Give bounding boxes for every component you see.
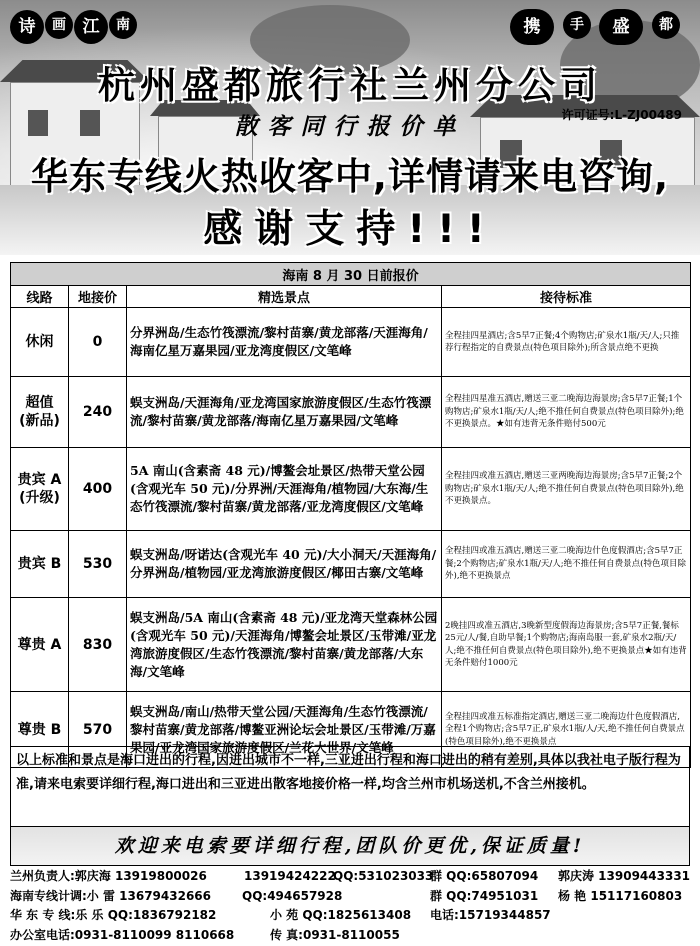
logo [10,10,156,44]
route-label: 休闲 [25,334,54,350]
logo-seal: 江 [74,10,108,44]
route-name [11,531,69,598]
table-row [11,377,691,448]
route-service: 全程挂四或准五酒店,赠送三亚两晚海边海景房;含5早7正餐;2个购物店;矿泉水1瓶/天/人;绝不推任何自费景点(特色项目除外),绝不更换景点。 [442,448,691,531]
route-price: 570 [69,692,127,768]
contact-phone: 电话:15719344857 [430,908,551,922]
route-sights: 分界洲岛/生态竹筏漂流/黎村苗寨/黄龙部落/天涯海角/海南亿星万嘉果园/亚龙湾度假区/文笔峰 [127,308,442,377]
contact-qq: QQ:531023033 [333,869,434,883]
route-service: 全程挂四星准五酒店,赠送三亚二晚海边海景房;含5早7正餐;1个购物店;矿泉水1瓶/天/人;绝不推任何自费景点(特色项目除外);绝不更换景点。★如有违背无条件赔付500元 [442,377,691,448]
route-sights: 蜈支洲岛/呀诺达(含观光车 40 元)/大小洞天/天涯海角/分界洲岛/植物园/亚龙湾旅游度假区/椰田古寨/文笔峰 [127,531,442,598]
contact-group-qq: 群 QQ:74951031 [430,888,539,903]
route-label: 超值 [25,395,54,411]
itinerary-notes: 以上标准和景点是海口进出的行程,因进出城市不一样,三亚进出行程和海口进出的稍有差别,具体以我社电子版行程为准,请来电索要详细行程,海口进出和三亚进出散客地接价格一样,均含兰州市机场送机,不含兰州接机。 [10,746,690,827]
contact-east-china-2: 小 苑 QQ:1825613408 [270,908,412,922]
route-label: 尊贵 A [17,636,62,653]
route-service: 全程挂四星酒店;含5早7正餐;4个购物店;矿泉水1瓶/天/人;只推荐行程指定的自费景点(特色项目除外);所含景点绝不更换 [442,308,691,377]
route-service: 2晚挂四或准五酒店,3晚新型度假海边海景房;含5早7正餐,餐标25元/人/餐,自助早餐;1个购物店;海南岛服一套,矿泉水2瓶/天/人;绝不推任何自费景点(特色项目除外),绝不更换景点★如有违背无条件赔付1000元 [442,598,691,692]
contact-secondary: 郭庆涛 13909443331 [558,869,691,883]
welcome-banner: 欢迎来电索要详细行程,团队价更优,保证质量! [10,826,690,866]
contact-secondary: 杨 艳 15117160803 [558,888,683,903]
logo-seal: 画 [45,11,73,39]
page-subtitle: 散客同行报价单 [234,113,466,140]
badge-seal: 携 [510,9,554,45]
slogan-line-2: 感谢支持!!! [203,207,497,252]
badge-seal: 手 [563,11,591,39]
route-sights: 蜈支洲岛/5A 南山(含素斋 48 元)/亚龙湾天堂森林公园(含观光车 50 元)/天涯海角/博鳌会址景区/玉带滩/亚龙湾旅游度假区/生态竹筏漂流/黎村苗寨/黄龙部落/大东海/文笔峰 [127,598,442,692]
route-price: 830 [69,598,127,692]
header-banner [0,0,700,255]
logo-seal: 南 [109,11,137,39]
route-label: 贵宾 A [17,472,62,488]
table-row [11,448,691,531]
header-sights: 精选景点 [127,286,442,308]
route-sights: 5A 南山(含素斋 48 元)/博鳌会址景区/热带天堂公园(含观光车 50 元)/分界洲/天涯海角/植物园/大东海/生态竹筏漂流/黎村苗寨/黄龙部落/亚龙湾度假区/文笔峰 [127,448,442,531]
table-caption-row [11,263,691,286]
route-sights: 蜈支洲岛/南山/热带天堂公园/天涯海角/生态竹筏漂流/黎村苗寨/黄龙部落/博鳌亚洲论坛会址景区/玉带滩/万嘉果园/亚龙湾国家旅游度假区/兰花大世界/文笔峰 [127,692,442,768]
company-name: 杭州盛都旅行社兰州分公司 [98,64,602,107]
contact-office-phone: 办公室电话:0931-8110099 8110668 [10,927,235,942]
route-name [11,308,69,377]
contact-phone-2: 13919424222 [244,869,336,883]
route-price: 240 [69,377,127,448]
partner-badge [510,9,694,45]
contact-manager: 兰州负责人:郭庆海 13919800026 [10,869,207,883]
contact-fax: 传 真:0931-8110055 [270,927,400,942]
table-row [11,531,691,598]
table-caption: 海南 8 月 30 日前报价 [11,263,691,286]
logo-seal: 诗 [10,10,44,44]
price-table [10,262,691,768]
license-number: 许可证号:L-ZJ00489 [561,108,682,122]
header-service: 接待标准 [442,286,691,308]
route-price: 530 [69,531,127,598]
route-label: 尊贵 B [17,721,62,738]
header-route: 线路 [11,286,69,308]
contact-east-china: 华 东 专 线:乐 乐 QQ:1836792182 [10,908,217,922]
route-name [11,598,69,692]
route-label: 贵宾 B [17,556,62,572]
route-sights: 蜈支洲岛/天涯海角/亚龙湾国家旅游度假区/生态竹筏漂流/黎村苗寨/黄龙部落/海南亿星万嘉果园/文笔峰 [127,377,442,448]
table-header-row [11,286,691,308]
slogan-line-1: 华东专线火热收客中,详情请来电咨询, [30,155,670,198]
contact-qq: QQ:494657928 [242,888,343,903]
badge-seal: 盛 [599,9,643,45]
table-row [11,308,691,377]
route-name [11,448,69,531]
route-service: 全程挂四或准五酒店,赠送三亚二晚海边什色度假酒店;含5早7正餐;2个购物店;矿泉水1瓶/天/人;绝不推任何自费景点(特色项目除外),绝不更换景点 [442,531,691,598]
route-price: 0 [69,308,127,377]
route-service: 全程挂四或准五标准指定酒店,赠送三亚二晚海边什色度假酒店,全程1个购物店;含5早7正,矿泉水1瓶/人/天,绝不推任何自费景点(特色项目除外),绝不更换景点 [442,692,691,768]
route-name [11,377,69,448]
route-tag: (新品) [19,413,60,429]
header-price: 地接价 [69,286,127,308]
table-row [11,598,691,692]
route-tag: (升级) [19,490,60,506]
badge-seal: 都 [652,11,680,39]
contact-group-qq: 群 QQ:65807094 [430,869,539,883]
route-price: 400 [69,448,127,531]
contact-hainan-planner: 海南专线计调:小 雷 13679432666 [10,888,212,903]
